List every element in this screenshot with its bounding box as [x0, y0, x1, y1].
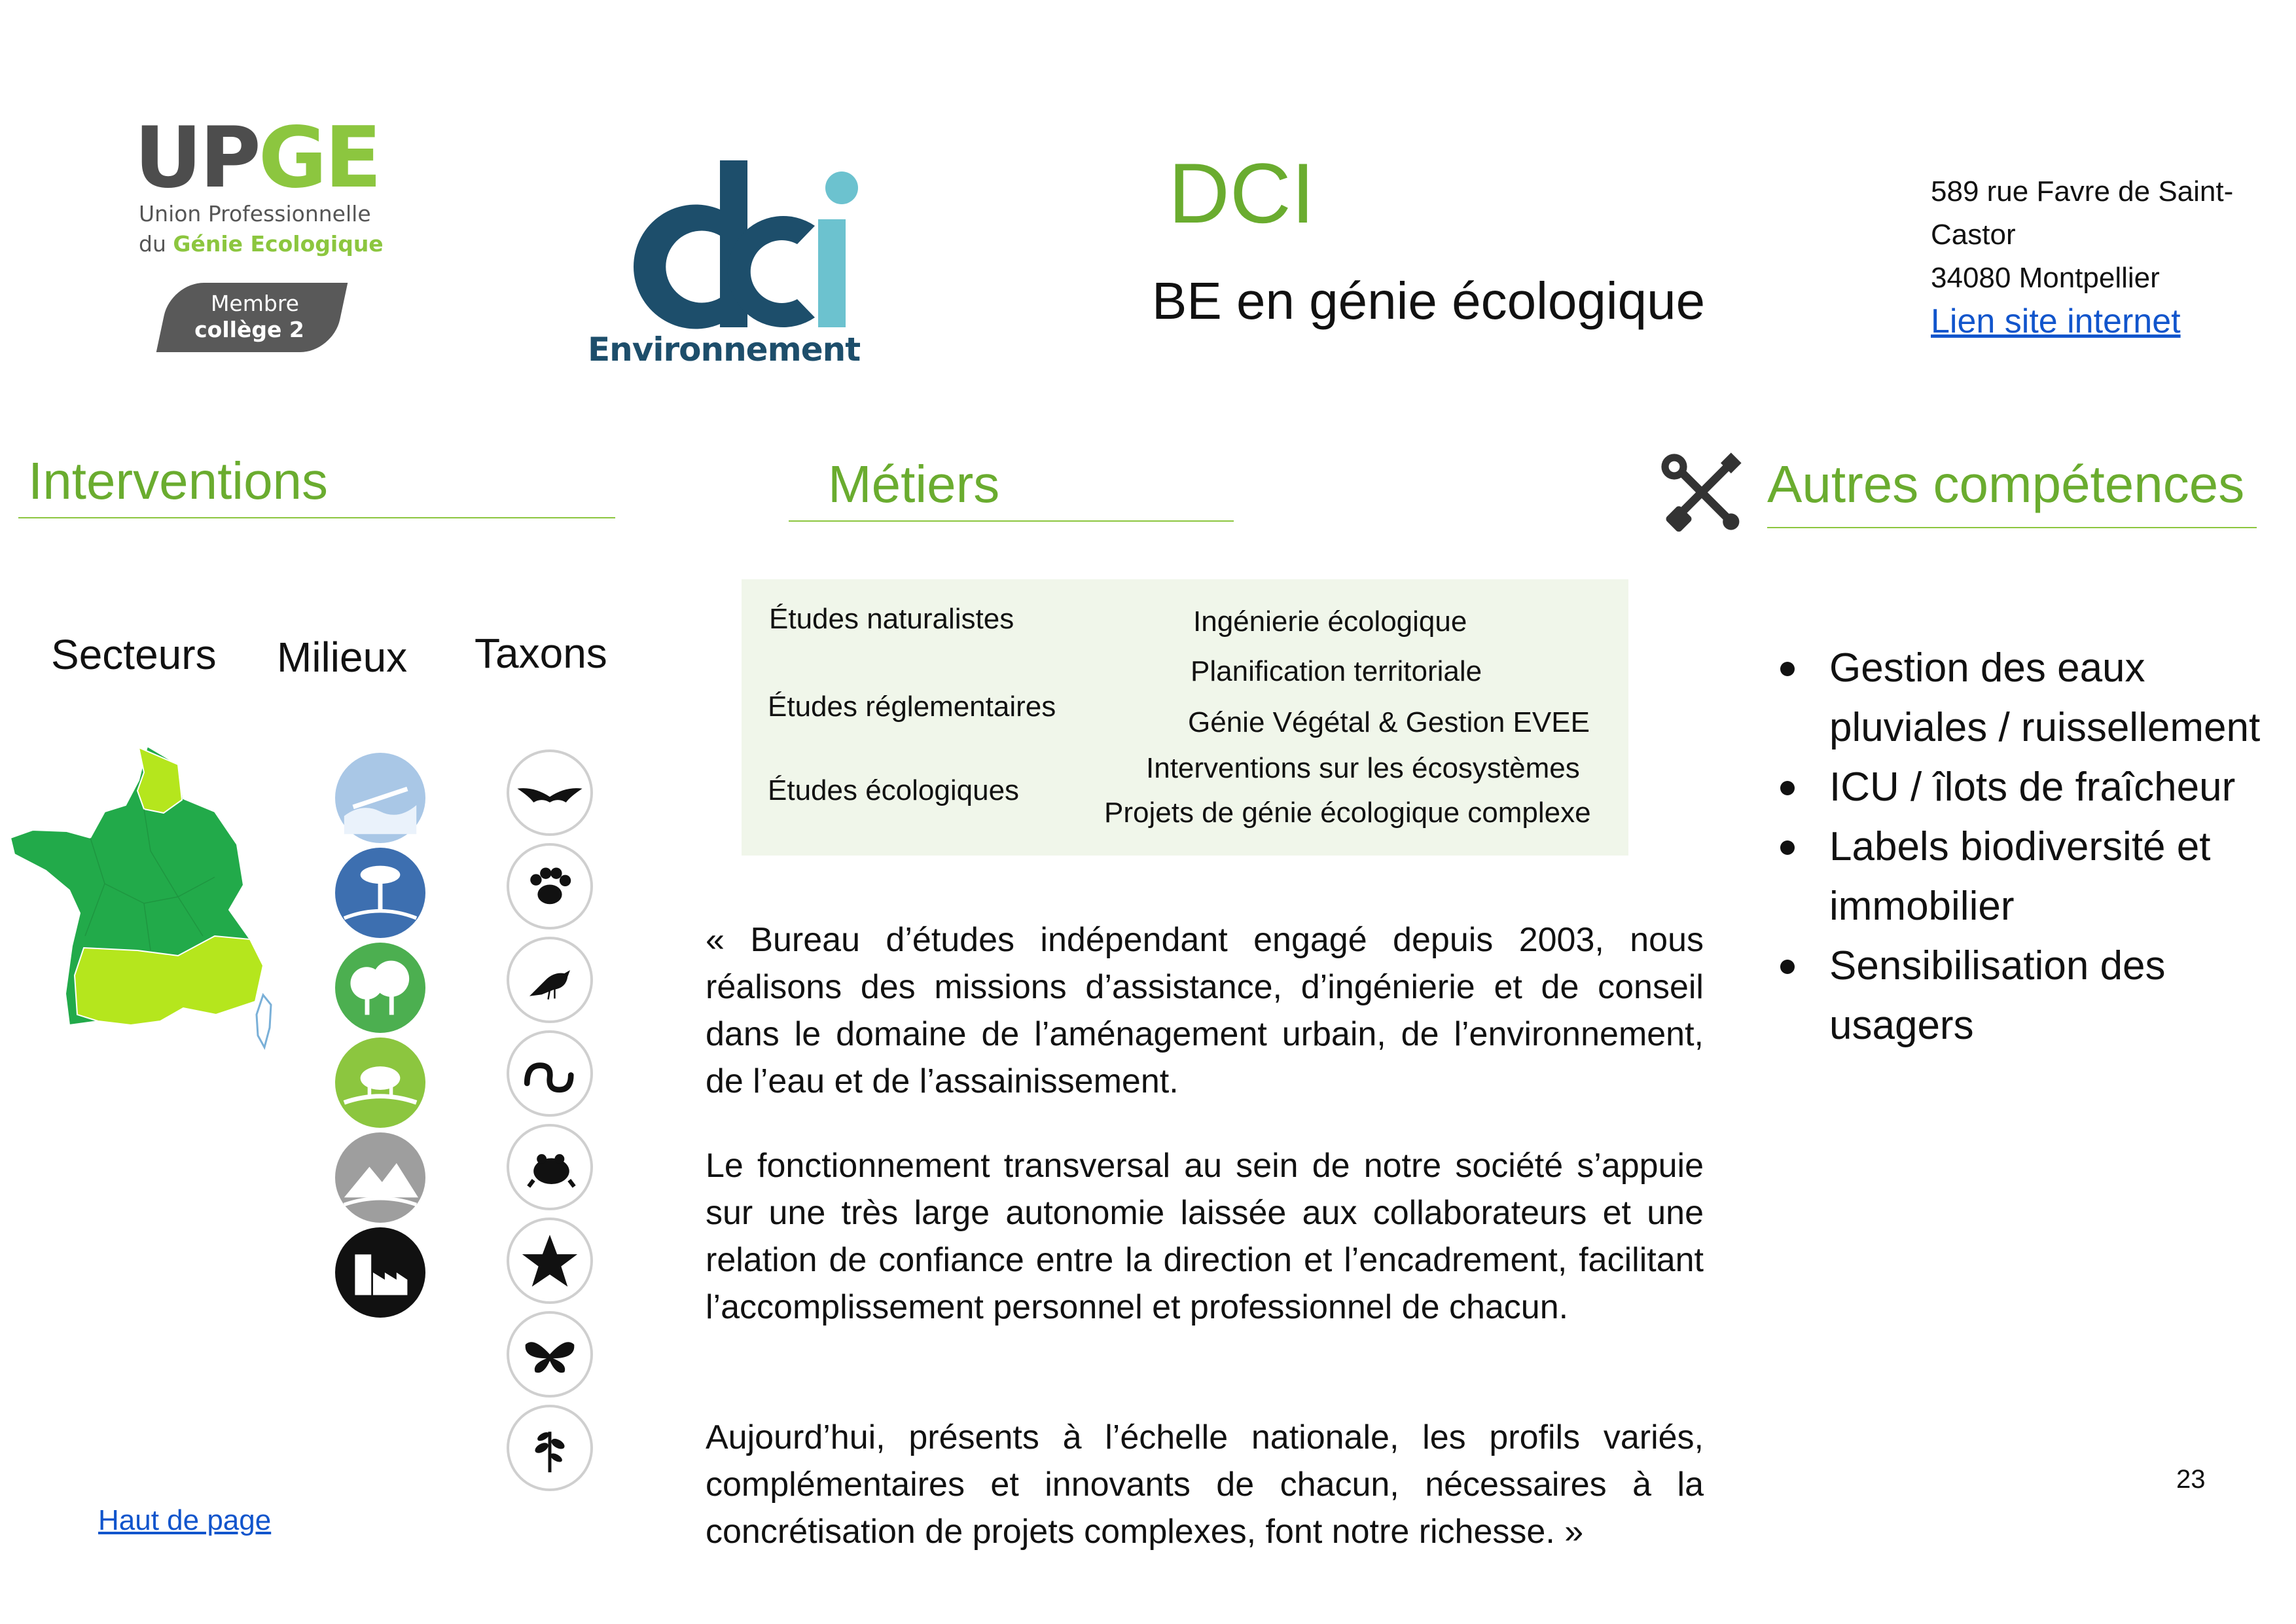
- snake-icon: [507, 1030, 593, 1117]
- section-rule-autres: [1767, 527, 2257, 528]
- metier-right-item: Interventions sur les écosystèmes: [1146, 752, 1580, 784]
- butterfly-icon: [507, 1311, 593, 1398]
- upge-member-badge: Membre collège 2: [156, 283, 348, 352]
- bird-icon: [507, 937, 593, 1023]
- bat-icon: [507, 749, 593, 836]
- metier-right-item: Planification territoriale: [1191, 655, 1482, 687]
- dci-logo-wordmark: Environnement: [588, 331, 861, 369]
- company-name: DCI: [1168, 145, 1315, 241]
- starfish-icon: [507, 1218, 593, 1304]
- paw-icon: [507, 843, 593, 929]
- urban-industrial-icon: [335, 1227, 425, 1318]
- coast-tree-icon: [335, 848, 425, 938]
- metier-left-item: Études réglementaires: [768, 691, 1056, 723]
- section-title-interventions: Interventions: [28, 452, 329, 510]
- page-number: 23: [2176, 1465, 2206, 1494]
- company-address: 589 rue Favre de Saint- Castor 34080 Montpellier Lien site internet: [1931, 175, 2234, 340]
- list-item: Labels biodiversité et immobilier: [1780, 817, 2278, 936]
- upge-logo-subtitle: Union Professionnelle: [139, 201, 371, 226]
- forest-icon: [335, 943, 425, 1033]
- metier-right-item: Projets de génie écologique complexe: [1104, 797, 1591, 829]
- upge-logo-title: UPGE: [134, 109, 380, 207]
- list-item: Gestion des eaux pluviales / ruissellement: [1780, 638, 2278, 757]
- description-paragraph-3: Aujourd’hui, présents à l’échelle nationale, les profils variés, complémentaires et innovants de chacun, nécessaires à la concrétisation de projets complexes, font notre richesse. »: [706, 1418, 1704, 1551]
- plant-icon: [507, 1405, 593, 1491]
- description-paragraph-2: Le fonctionnement transversal au sein de notre société s’appuie sur une très large autonomie laissée aux collaborateurs et une relation de confiance entre la direction et l’encadrement, facilitant l’accomplissement personnel et professionnel de chacun.: [706, 1147, 1704, 1326]
- section-title-autres-competences: Autres compétences: [1767, 455, 2245, 513]
- metier-right-item: Ingénierie écologique: [1193, 605, 1467, 638]
- mountain-icon: [335, 1132, 425, 1223]
- frog-icon: [507, 1124, 593, 1210]
- column-head-taxons: Taxons: [475, 630, 607, 677]
- metier-right-item: Génie Végétal & Gestion EVEE: [1188, 706, 1590, 738]
- column-head-secteurs: Secteurs: [51, 631, 217, 678]
- company-tagline: BE en génie écologique: [1152, 272, 1706, 330]
- section-rule-interventions: [18, 517, 615, 518]
- upge-logo-subtitle-2: du Génie Ecologique: [139, 231, 384, 257]
- description-paragraph-1: « Bureau d’études indépendant engagé depuis 2003, nous réalisons des missions d’assistance, d’ingénierie et de conseil dans le domaine de l’aménagement urbain, de l’environnement, de l’eau et de l’assainissement.: [706, 921, 1704, 1100]
- france-sectors-map: [7, 740, 281, 1054]
- water-icon: [335, 753, 425, 843]
- column-head-milieux: Milieux: [277, 634, 408, 681]
- list-item: ICU / îlots de fraîcheur: [1780, 757, 2278, 817]
- website-link[interactable]: Lien site internet: [1931, 302, 2181, 340]
- meadow-sheep-icon: [335, 1038, 425, 1128]
- autres-competences-list: [1780, 638, 2278, 1055]
- metier-left-item: Études naturalistes: [769, 603, 1014, 635]
- list-item: Sensibilisation des usagers: [1780, 936, 2278, 1055]
- tools-icon: [1656, 448, 1748, 540]
- metiers-box: [742, 579, 1628, 856]
- section-rule-metiers: [789, 520, 1234, 522]
- back-to-top-link[interactable]: Haut de page: [98, 1504, 272, 1536]
- section-title-metiers: Métiers: [828, 455, 1000, 513]
- metier-left-item: Études écologiques: [768, 774, 1020, 806]
